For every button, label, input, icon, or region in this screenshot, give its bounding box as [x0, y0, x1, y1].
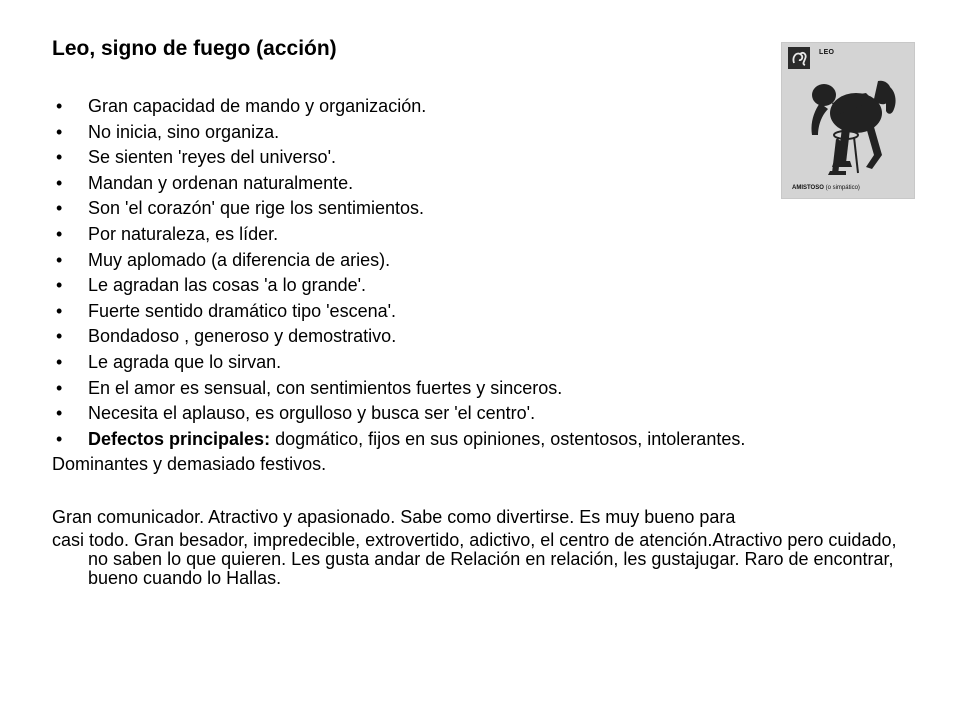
list-item-text: Por naturaleza, es líder.	[88, 223, 279, 244]
bullet-dot: •	[56, 249, 63, 270]
leo-glyph-icon	[788, 47, 810, 69]
bullet-dot: •	[56, 147, 63, 168]
list-item-defects	[52, 427, 932, 453]
bullet-dot: •	[56, 428, 63, 449]
seated-figure-icon	[811, 81, 895, 175]
list-item	[52, 248, 932, 274]
list-item	[52, 222, 932, 248]
list-item-text: Mandan y ordenan naturalmente.	[88, 172, 354, 193]
bullet-dot: •	[56, 96, 63, 116]
list-item-text: Bondadoso , generoso y demostrativo.	[88, 326, 397, 347]
bullet-dot: •	[56, 172, 63, 193]
list-item	[52, 401, 932, 427]
list-item-text: Fuerte sentido dramático tipo 'escena'.	[88, 300, 397, 321]
list-item-text: Gran capacidad de mando y organización.	[88, 96, 427, 116]
bullet-dot: •	[56, 377, 63, 398]
leo-illustration-card	[781, 42, 915, 199]
list-item	[52, 376, 932, 402]
list-item-text: Se sienten 'reyes del universo'.	[88, 147, 337, 168]
list-item	[52, 324, 932, 350]
bullet-dot: •	[56, 300, 63, 321]
list-item	[52, 350, 932, 376]
bullet-dot: •	[56, 351, 63, 372]
list-item-text: No inicia, sino organiza.	[88, 121, 280, 142]
bullet-dot: •	[56, 403, 63, 424]
card-caption-rest: (o simpático)	[823, 185, 860, 191]
bullet-dot: •	[56, 223, 63, 244]
list-item-text: Le agrada que lo sirvan.	[88, 351, 282, 372]
bullet-dot: •	[56, 198, 63, 219]
list-item-text: Son 'el corazón' que rige los sentimientos.	[88, 198, 425, 219]
card-label: LEO	[819, 49, 835, 56]
slide-title: Leo, signo de fuego (acción)	[52, 37, 337, 60]
bullet-dot: •	[56, 121, 63, 142]
list-item-text: Le agradan las cosas 'a lo grande'.	[88, 275, 367, 296]
paragraph-rest: casi todo. Gran besador, impredecible, extrovertido, adictivo, el centro de atención.Atractivo pero cuidado, no saben lo que quieren. Les gusta andar de Relación en relación, les gustajugar. Raro de encontrar, bueno cuando lo Hallas.	[52, 530, 897, 588]
continuation-text: Dominantes y demasiado festivos.	[52, 454, 327, 474]
list-item	[52, 273, 932, 299]
list-item	[52, 196, 932, 222]
list-item-text: Necesita el aplauso, es orgulloso y busca ser 'el centro'.	[88, 403, 536, 424]
defects-label: Defectos principales:	[88, 428, 271, 449]
card-caption	[792, 185, 860, 191]
list-item-text: En el amor es sensual, con sentimientos fuertes y sinceros.	[88, 377, 563, 398]
list-item-text: Muy aplomado (a diferencia de aries).	[88, 249, 391, 270]
bullet-dot: •	[56, 275, 63, 296]
list-item	[52, 299, 932, 325]
description-paragraph	[52, 506, 912, 588]
leo-figure-illustration	[782, 43, 914, 198]
paragraph-first-line: Gran comunicador. Atractivo y apasionado. Sabe como divertirse. Es muy bueno para	[52, 507, 736, 527]
bullet-dot: •	[56, 326, 63, 347]
card-caption-bold: AMISTOSO	[792, 185, 824, 191]
defects-text: dogmático, fijos en sus opiniones, ostentosos, intolerantes.	[270, 428, 746, 449]
